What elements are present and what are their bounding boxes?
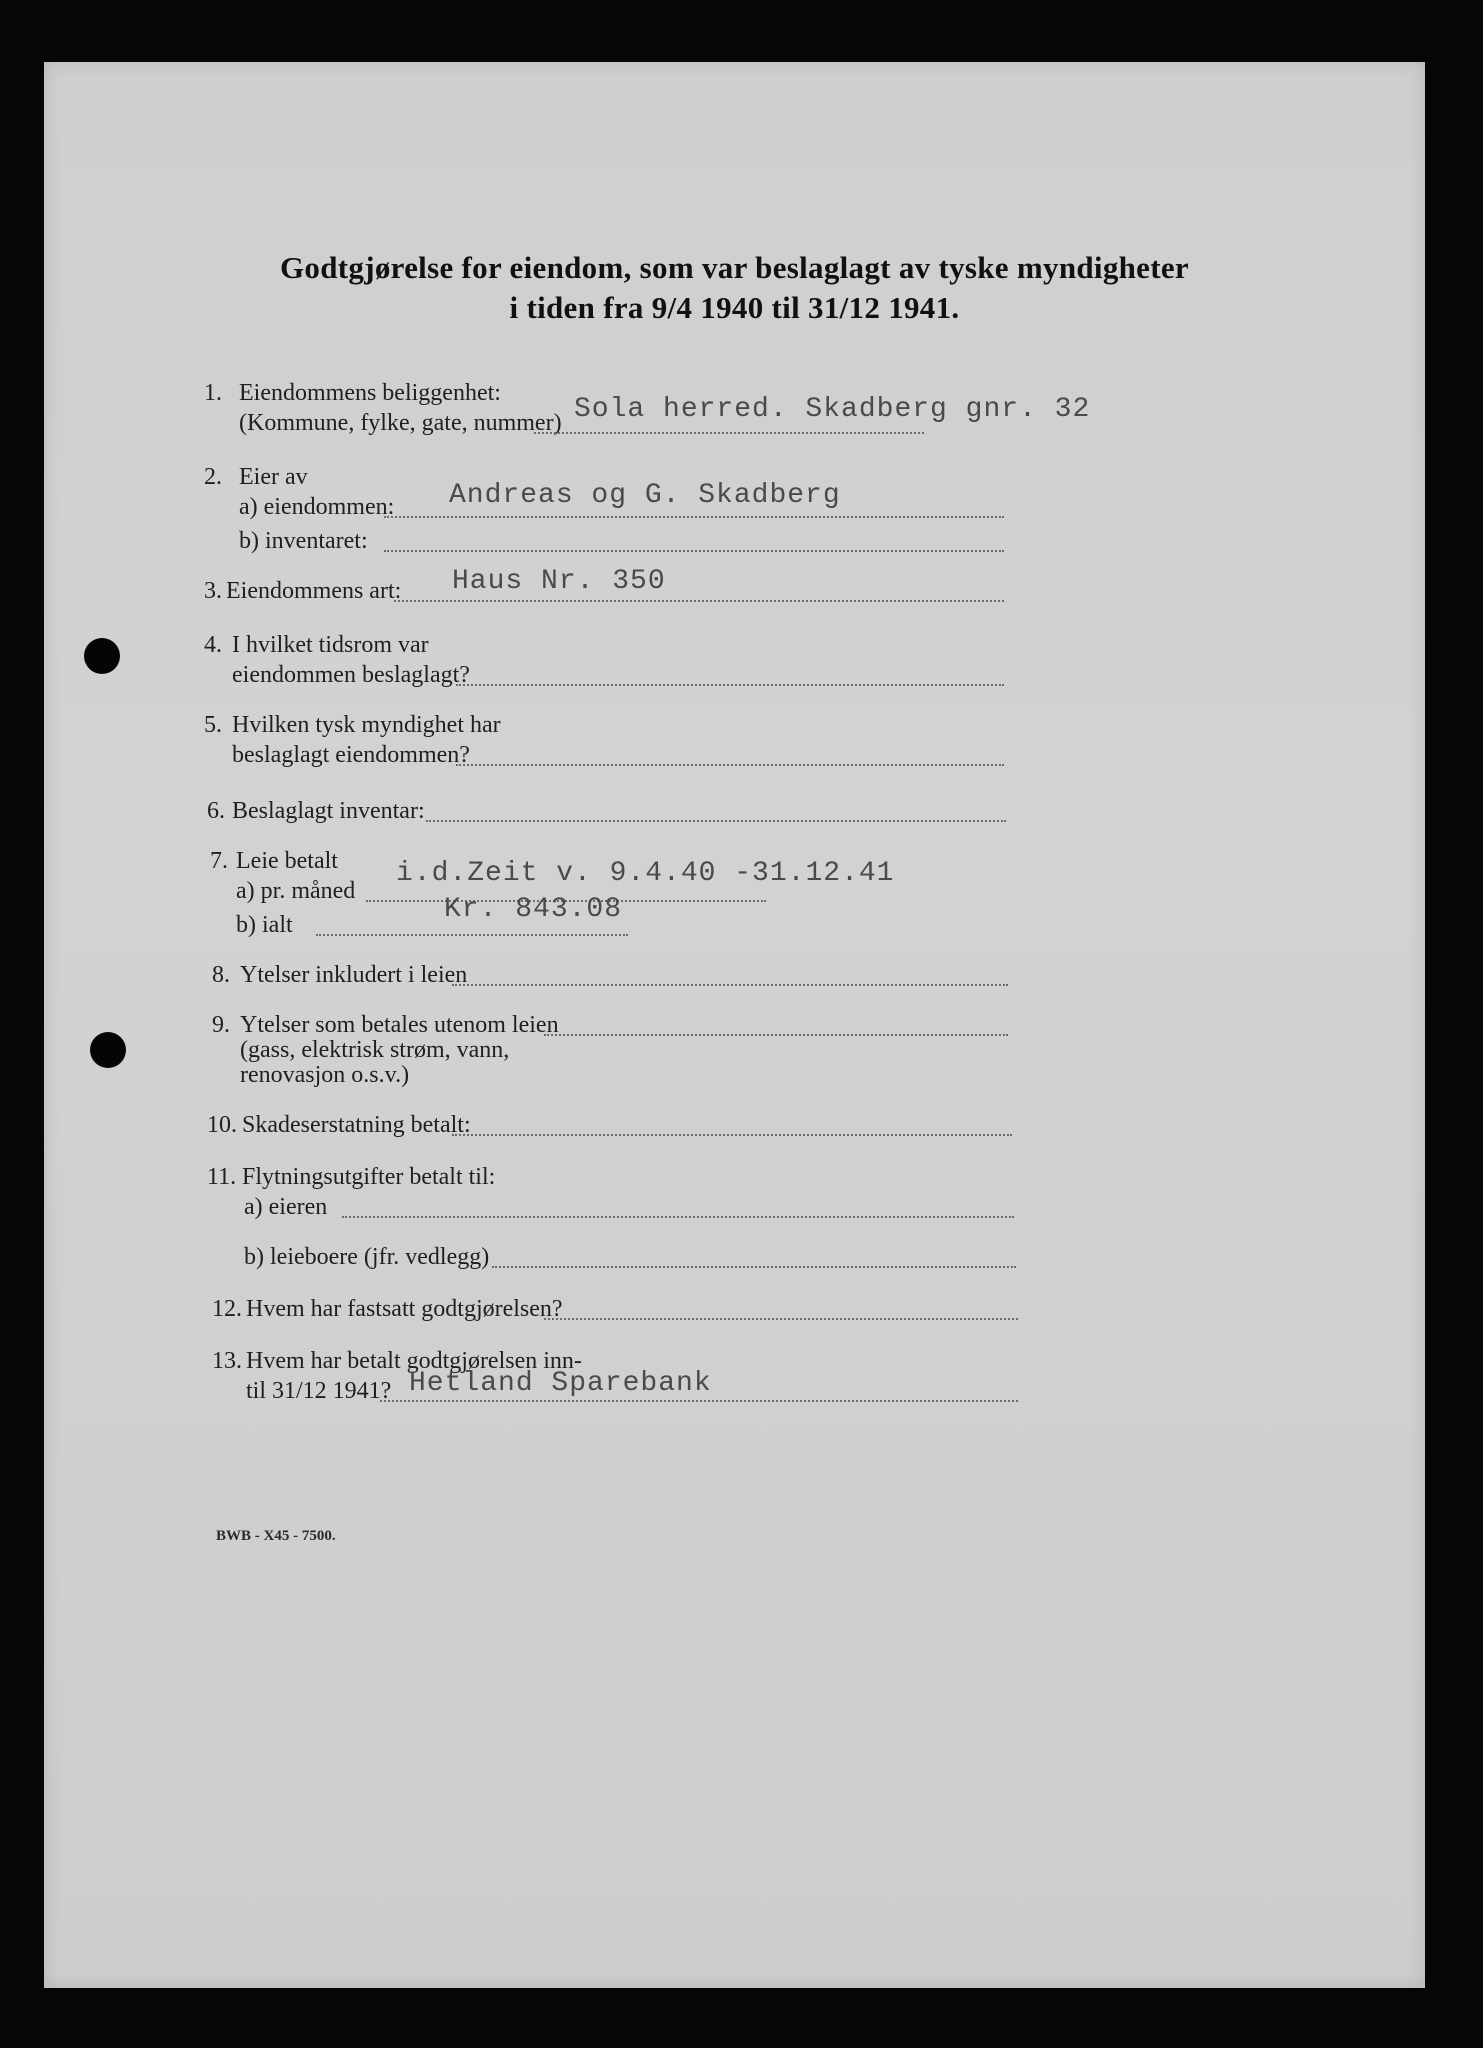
q4-label: I hvilket tidsrom var <box>232 632 429 658</box>
q3-label: Eiendommens art: <box>226 578 402 604</box>
q5-label: Hvilken tysk myndighet har <box>232 712 501 738</box>
q6-label: Beslaglagt inventar: <box>232 798 425 824</box>
q9-label: Ytelser som betales utenom leien <box>240 1012 559 1038</box>
q7b-answer-line <box>316 934 628 936</box>
q1-answer: Sola herred. Skadberg gnr. 32 <box>574 394 1091 425</box>
q4-answer-line <box>456 684 1004 686</box>
q11b-label: b) leieboere (jfr. vedlegg) <box>244 1244 490 1270</box>
q1-sublabel: (Kommune, fylke, gate, nummer) <box>239 410 562 436</box>
q7-label: Leie betalt <box>236 848 338 874</box>
q7b-label: b) ialt <box>236 912 293 938</box>
q7-number: 7. <box>210 848 228 874</box>
q4-sublabel: eiendommen beslaglagt? <box>232 662 470 688</box>
q13-answer: Hetland Sparebank <box>409 1368 712 1399</box>
form-title-line-1: Godtgjørelse for eiendom, som var beslaglagt av tyske myndigheter <box>280 250 1189 285</box>
q2b-label: b) inventaret: <box>239 528 368 554</box>
q10-number: 10. <box>207 1112 237 1138</box>
q5-number: 5. <box>204 712 222 738</box>
q11-number: 11. <box>207 1164 237 1190</box>
q13-number: 13. <box>212 1348 242 1374</box>
q11b-answer-line <box>492 1266 1016 1268</box>
form-title-line-2: i tiden fra 9/4 1940 til 31/12 1941. <box>509 290 960 325</box>
print-code: BWB - X45 - 7500. <box>216 1528 336 1544</box>
q13-sublabel: til 31/12 1941? <box>246 1378 392 1404</box>
q8-answer-line <box>452 984 1008 986</box>
q1-number: 1. <box>204 380 222 406</box>
q10-label: Skadeserstatning betalt: <box>242 1112 471 1138</box>
punch-hole-bottom <box>90 1032 126 1068</box>
q1-label: Eiendommens beliggenhet: <box>239 380 501 406</box>
q4-number: 4. <box>204 632 222 658</box>
q6-number: 6. <box>207 798 225 824</box>
form-page <box>44 62 1425 1988</box>
q7a-answer: i.d.Zeit v. 9.4.40 -31.12.41 <box>396 858 895 889</box>
q9-answer-line <box>544 1034 1008 1036</box>
q5-sublabel: beslaglagt eiendommen? <box>232 742 470 768</box>
punch-hole-top <box>84 638 120 674</box>
q2a-answer-line <box>384 516 1004 518</box>
q13-label: Hvem har betalt godtgjørelsen inn- <box>246 1348 582 1374</box>
q11-label: Flytningsutgifter betalt til: <box>242 1164 496 1190</box>
q1-answer-line <box>534 432 924 434</box>
q8-label: Ytelser inkludert i leien <box>240 962 468 988</box>
q12-label: Hvem har fastsatt godtgjørelsen? <box>246 1296 563 1322</box>
q2a-answer: Andreas og G. Skadberg <box>449 480 841 511</box>
q6-answer-line <box>426 820 1006 822</box>
q2b-answer-line <box>384 550 1004 552</box>
q3-number: 3. <box>204 578 222 604</box>
q13-answer-line <box>380 1400 1018 1402</box>
q9-sublabel-2: renovasjon o.s.v.) <box>240 1062 410 1088</box>
q2-label: Eier av <box>239 464 308 490</box>
q5-answer-line <box>456 764 1004 766</box>
q2a-label: a) eiendommen: <box>239 494 395 520</box>
q9-number: 9. <box>212 1012 230 1038</box>
q7a-label: a) pr. måned <box>236 878 356 904</box>
q12-answer-line <box>544 1318 1018 1320</box>
q11a-label: a) eieren <box>244 1194 328 1220</box>
q12-number: 12. <box>212 1296 242 1322</box>
q10-answer-line <box>452 1134 1012 1136</box>
q9-sublabel-1: (gass, elektrisk strøm, vann, <box>240 1037 510 1063</box>
q8-number: 8. <box>212 962 230 988</box>
q3-answer-line <box>394 600 1004 602</box>
q7b-answer: Kr. 843.08 <box>444 894 623 925</box>
q11a-answer-line <box>342 1216 1014 1218</box>
q3-answer: Haus Nr. 350 <box>452 566 666 597</box>
q2-number: 2. <box>204 464 222 490</box>
